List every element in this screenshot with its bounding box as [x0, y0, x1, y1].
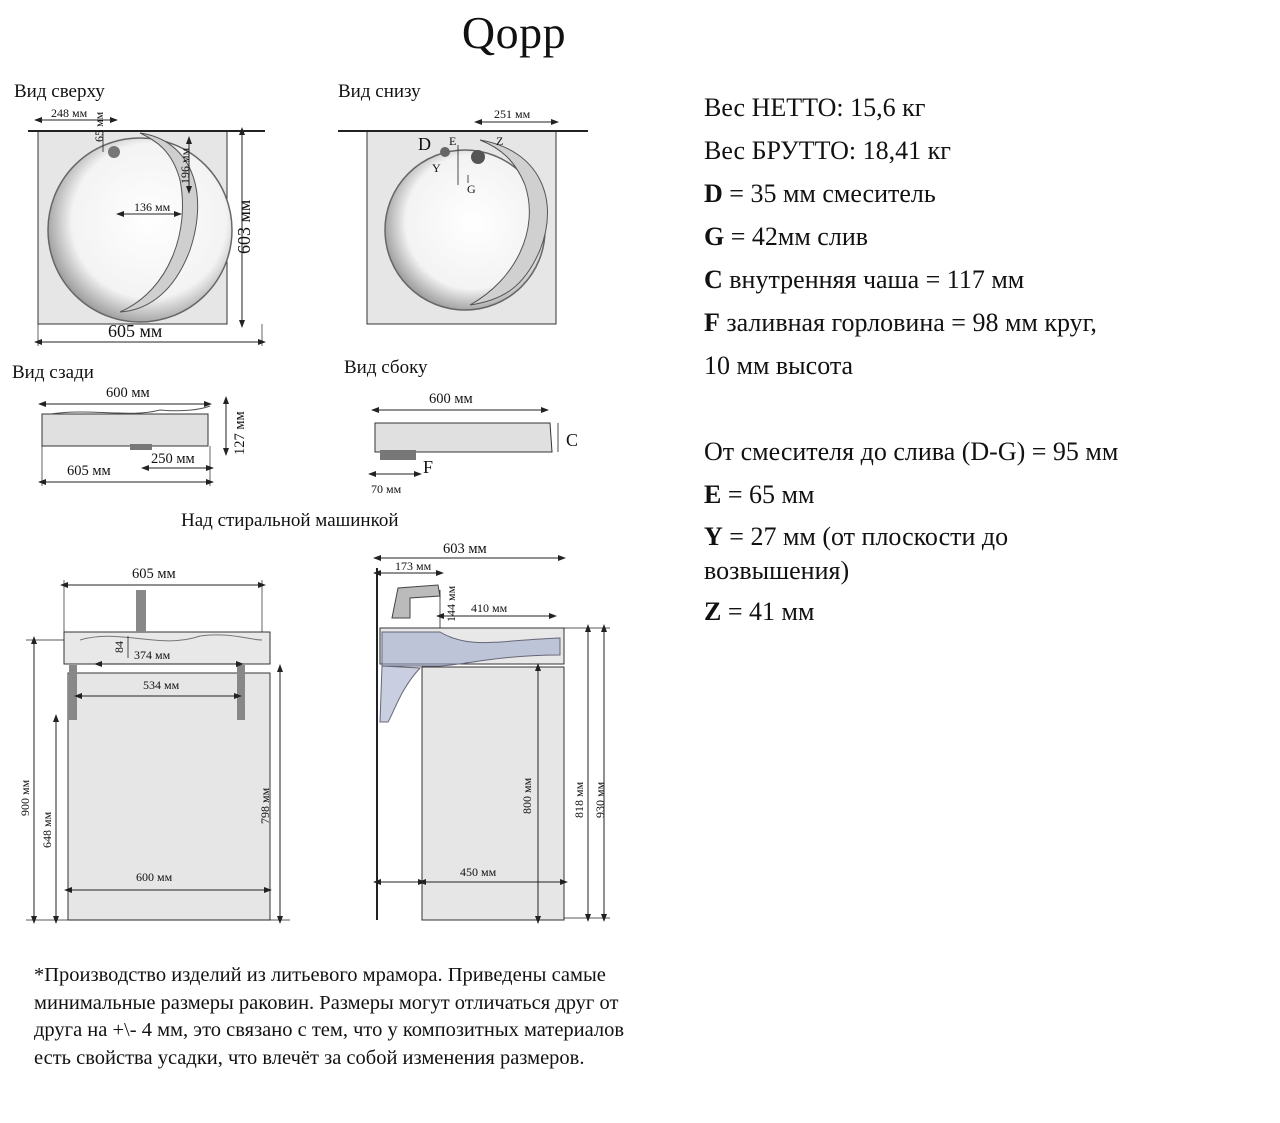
dim-label: 251 мм: [494, 107, 531, 121]
dim-label: 818 мм: [572, 781, 586, 818]
dim-label: 605 мм: [108, 321, 163, 341]
dim-label: 800 мм: [520, 777, 534, 814]
spec-value: = 27 мм (от плоскости до: [722, 522, 1009, 551]
spec-d: [704, 172, 1264, 215]
install-front-drawing: [26, 580, 290, 920]
dim-label: 450 мм: [460, 865, 497, 879]
spec-value: = 65 мм: [721, 480, 815, 509]
side-view-drawing: [372, 410, 558, 474]
dim-label: 600 мм: [429, 391, 473, 407]
spec-e: [704, 473, 1264, 516]
marker-c: C: [566, 430, 579, 450]
spec-key: С: [704, 265, 723, 294]
marker-d: D: [418, 134, 431, 154]
spec-value: = 41 мм: [721, 597, 815, 626]
dim-label: 248 мм: [51, 106, 88, 120]
footnote-line: минимальные размеры раковин. Размеры могут отличаться друг от: [34, 991, 619, 1014]
spec-dg: От смесителя до слива (D-G) = 95 мм: [704, 437, 1119, 466]
footnote: [34, 962, 724, 1072]
dim-label: 600 мм: [106, 385, 150, 401]
dim-label: 144 мм: [444, 585, 458, 622]
dim-label: 603 мм: [443, 541, 487, 557]
dim-label: 605 мм: [67, 463, 111, 479]
dim-label: 648 мм: [40, 811, 54, 848]
marker-f: F: [423, 457, 434, 477]
dim-label: 127 мм: [232, 411, 248, 455]
top-view-drawing: [28, 120, 265, 346]
spec-key: Y: [704, 522, 723, 551]
dim-label: 70 мм: [371, 482, 402, 496]
dim-label: 798 мм: [258, 787, 272, 824]
dim-label: 84: [112, 641, 126, 653]
dim-label: 196 мм: [178, 147, 192, 184]
dim-label: 173 мм: [395, 559, 432, 573]
marker-y: Y: [432, 161, 441, 175]
page-title: Qopp: [461, 7, 567, 58]
marker-g: G: [467, 182, 476, 196]
spec-c: [704, 258, 1264, 301]
spec-value: = 35 мм смеситель: [722, 179, 936, 208]
dim-label: 410 мм: [471, 601, 508, 615]
spec-value: = 42мм слив: [724, 222, 869, 251]
spec-weight-net: Вес НЕТТО: 15,6 кг: [704, 93, 926, 122]
dim-label: 65 мм: [92, 111, 106, 142]
dim-label: 600 мм: [136, 870, 173, 884]
marker-z: Z: [496, 134, 504, 148]
spec-key: G: [704, 222, 725, 251]
dim-label: 136 мм: [134, 200, 171, 214]
back-view-label: Вид сзади: [12, 362, 94, 383]
spec-z: [704, 590, 1264, 633]
spec-g: [704, 215, 1264, 258]
dim-label: 605 мм: [132, 566, 176, 582]
dim-label: 603 мм: [234, 199, 254, 254]
footnote-line: *Производство изделий из литьевого мрамора. Приведены самые: [34, 964, 606, 986]
spec-key: E: [704, 480, 722, 509]
footnote-line: есть свойства усадки, что влечёт за собой изменения размеров.: [34, 1046, 585, 1069]
dim-label: 250 мм: [151, 451, 195, 467]
marker-e: E: [449, 134, 457, 148]
spec-key: D: [704, 179, 723, 208]
dim-label: 900 мм: [18, 779, 32, 816]
install-label: Над стиральной машинкой: [181, 510, 399, 531]
top-view-label: Вид сверху: [14, 81, 105, 102]
bottom-view-drawing: [338, 122, 588, 324]
spec-weight-gross: Вес БРУТТО: 18,41 кг: [704, 136, 951, 165]
specs-panel: [704, 86, 1264, 633]
dim-label: 930 мм: [593, 781, 607, 818]
spec-f-height: 10 мм высота: [704, 351, 854, 380]
spec-f: [704, 301, 1264, 344]
footnote-line: друга на +\- 4 мм, это связано с тем, что у композитных материалов: [34, 1019, 625, 1041]
spec-key: F: [704, 308, 720, 337]
spec-key: Z: [704, 597, 722, 626]
side-view-label: Вид сбоку: [344, 357, 428, 378]
spec-value: заливная горловина = 98 мм круг,: [719, 308, 1097, 337]
bottom-view-label: Вид снизу: [338, 81, 421, 102]
dim-label: 374 мм: [134, 648, 171, 662]
dim-label: 534 мм: [143, 678, 180, 692]
spec-y-cont: возвышения): [704, 556, 850, 585]
spec-y: [704, 520, 1264, 554]
spec-spacer: [704, 387, 1264, 430]
spec-value: внутренняя чаша = 117 мм: [722, 265, 1025, 294]
